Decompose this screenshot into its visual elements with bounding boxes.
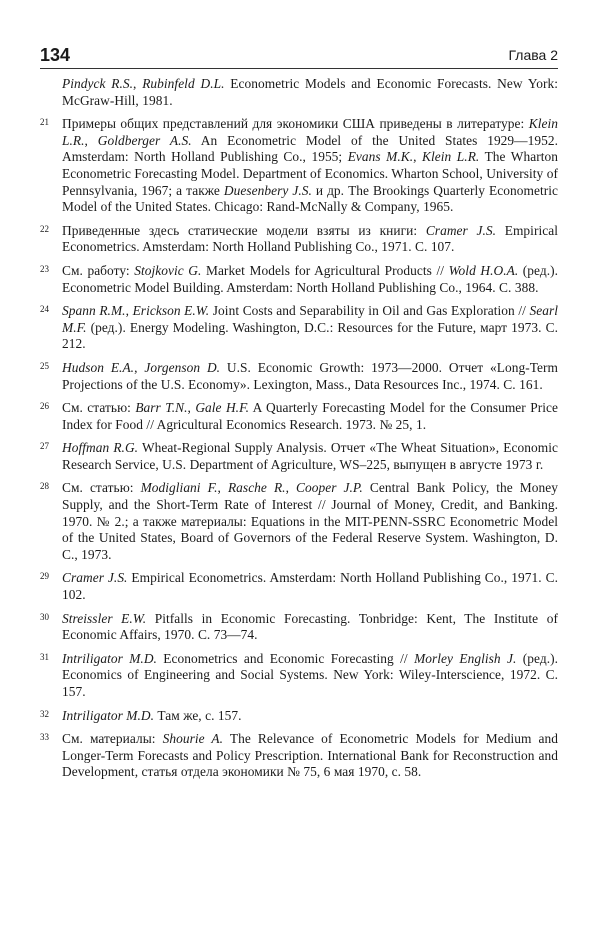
chapter-title: Глава 2 — [508, 47, 558, 63]
footnote-number: 28 — [40, 481, 49, 492]
footnote-text — [62, 731, 558, 781]
footnote-number: 23 — [40, 263, 49, 274]
author-name: Goldberger A.S. — [97, 132, 192, 148]
citation-text: Econometrics and Economic Forecasting // — [156, 650, 415, 666]
footnote-text — [62, 360, 558, 393]
citation-text: Central Bank Policy, the Money Supply, and the Short-Term Rate of Interest // Journal of Money, Credit, and Banking. 1970. № 2.; а также материалы: Equations in the MIT-PENN-SSRC Econometric Model of the United States, Board of Governors of the Federal Reserve System. Washington, D. C., 1973. — [62, 480, 558, 562]
author-name: Rasche R. — [227, 480, 286, 496]
citation-text: , — [413, 149, 423, 165]
footnote — [40, 400, 558, 433]
citation-text: Примеры общих представлений для экономики США приведены в литературе: — [62, 116, 529, 132]
citation-text: См. статью: — [62, 480, 141, 496]
citation-text: Econometric Models and Economic Forecasts. New York: McGraw-Hill, 1981. — [62, 76, 558, 108]
footnote — [40, 223, 558, 256]
author-name: Barr T.N. — [135, 400, 188, 416]
citation-text: An Econometric Model of the United States 1929—1952. Amsterdam: North Holland Publishing Co., 1955; — [62, 132, 558, 165]
footnote-number: 32 — [40, 708, 49, 719]
author-name: Spann R.M. — [62, 303, 126, 319]
footnote-number: 22 — [40, 223, 49, 234]
citation-text: , — [285, 480, 297, 496]
citation-text: U.S. Economic Growth: 1973—2000. Отчет «Long-Term Projections of the U.S. Economy». Lexington, Mass., Data Resources Inc., 1974. С. 161. — [62, 359, 558, 392]
author-name: Jorgenson D. — [144, 359, 221, 375]
author-name: Cramer J.S. — [62, 570, 128, 586]
citation-text: (ред.). Energy Modeling. Washington, D.C.: Resources for the Future, март 1973. С. 212. — [62, 319, 558, 352]
footnote-number: 27 — [40, 441, 49, 452]
author-name: Shourie A. — [162, 731, 224, 747]
footnote — [40, 651, 558, 701]
author-name: Rubinfeld D.L. — [142, 76, 225, 91]
footnote — [40, 731, 558, 781]
author-name: Intriligator M.D. — [62, 707, 154, 723]
citation-text: The Relevance of Econometric Models for Medium and Longer-Term Forecasts and Policy Prescription. International Bank for Reconstruction and Development, статья отдела экономики № 75, 6 мая 1970, с. 58. — [62, 731, 559, 780]
footnote-text — [62, 708, 558, 725]
citation-text: Там же, с. 157. — [153, 707, 242, 723]
footnote-text — [62, 440, 558, 473]
citation-text: Приведенные здесь статические модели взяты из книги: — [62, 222, 426, 238]
citation-text: Empirical Econometrics. Amsterdam: North Holland Publishing Co., 1971. С. 102. — [62, 570, 558, 603]
citation-text: и др. The Brookings Quarterly Econometric Model of the United States. Chicago: Rand-McNally & Company, 1965. — [62, 182, 558, 215]
author-name: Cooper J.P. — [296, 480, 363, 496]
author-name: Evans M.K. — [347, 149, 414, 165]
footnote — [40, 263, 558, 296]
footnote — [40, 116, 558, 216]
footnote — [40, 440, 558, 473]
footnote-text — [62, 116, 558, 216]
footnote-text — [62, 611, 558, 644]
footnote-text — [62, 651, 558, 701]
author-name: Intriligator M.D. — [62, 650, 157, 666]
author-name: Stojkovic G. — [134, 262, 202, 278]
citation-text: Wheat-Regional Supply Analysis. Отчет «The Wheat Situation», Economic Research Service, U.S. Department of Agriculture, WS–225, выпущен в августе 1973 г. — [62, 440, 558, 472]
footnote-number: 25 — [40, 360, 49, 371]
running-header — [40, 44, 558, 69]
citation-text: Empirical Econometrics. Amsterdam: North Holland Publishing Co., 1971. С. 107. — [62, 222, 558, 255]
author-name: Morley English J. — [414, 650, 517, 666]
footnote-number: 24 — [40, 304, 49, 315]
footnote-text — [62, 223, 558, 256]
footnote-number: 26 — [40, 401, 49, 412]
author-name: Streissler E.W. — [62, 610, 147, 626]
citation-text: , — [187, 400, 196, 416]
footnote-text — [62, 480, 558, 563]
footnote — [40, 708, 558, 725]
footnote-text — [62, 400, 558, 433]
citation-text: Joint Costs and Separability in Oil and Gas Exploration // — [209, 303, 530, 319]
footnote-number: 21 — [40, 117, 49, 128]
citation-text: The Wharton Econometric Forecasting Model. Department of Economics. Wharton School, University of Pennsylvania, 1967; а также — [62, 149, 558, 198]
citation-text: A Quarterly Forecasting Model for the Consumer Price Index for Food // Agricultural Economics Research. 1973. № 25, 1. — [62, 400, 558, 432]
citation-text: , — [134, 359, 145, 375]
author-name: Hoffman R.G. — [62, 440, 139, 456]
author-name: Klein L.R. — [62, 116, 558, 148]
citation-text: (ред.). Economics of Engineering and Social Systems. New York: Wiley-Interscience, 1972. С. 157. — [62, 650, 559, 699]
footnote — [40, 480, 558, 563]
page-number: 134 — [40, 45, 71, 65]
citation-text: , — [133, 76, 143, 91]
author-name: Pindyck R.S. — [62, 76, 134, 91]
footnote — [40, 570, 558, 603]
footnote-number: 29 — [40, 571, 49, 582]
author-name: Gale H.F. — [195, 400, 249, 416]
footnote-text — [62, 303, 558, 353]
footnote-number: 33 — [40, 732, 49, 743]
citation-text: , — [125, 303, 133, 319]
author-name: Wold H.O.A. — [448, 262, 519, 278]
citation-text: См. работу: — [62, 262, 135, 278]
footnote — [40, 76, 558, 109]
author-name: Modigliani F. — [140, 480, 218, 496]
footnote-text — [62, 263, 558, 296]
citation-text: (ред.). Econometric Model Building. Amsterdam: North Holland Publishing Co., 1964. С. 388. — [62, 262, 559, 295]
citation-text: Pitfalls in Economic Forecasting. Tonbridge: Kent, The Institute of Economic Affairs, 1970. С. 73—74. — [62, 610, 558, 643]
author-name: Hudson E.A. — [62, 359, 135, 375]
footnotes-list — [40, 76, 558, 788]
footnote — [40, 360, 558, 393]
author-name: Searl M.F. — [62, 303, 558, 335]
author-name: Cramer J.S. — [425, 222, 497, 238]
citation-text: , — [84, 132, 98, 148]
footnote — [40, 611, 558, 644]
citation-text: Market Models for Agricultural Products // — [201, 262, 449, 278]
author-name: Klein L.R. — [422, 149, 480, 165]
footnote-text — [62, 76, 558, 109]
footnote-text — [62, 570, 558, 603]
author-name: Erickson E.W. — [132, 303, 210, 319]
footnote — [40, 303, 558, 353]
citation-text: См. материалы: — [62, 731, 163, 747]
citation-text: См. статью: — [62, 400, 136, 416]
author-name: Duesenbery J.S. — [223, 182, 312, 198]
citation-text: , — [217, 480, 228, 496]
footnote-number: 30 — [40, 611, 49, 622]
footnote-number: 31 — [40, 651, 49, 662]
